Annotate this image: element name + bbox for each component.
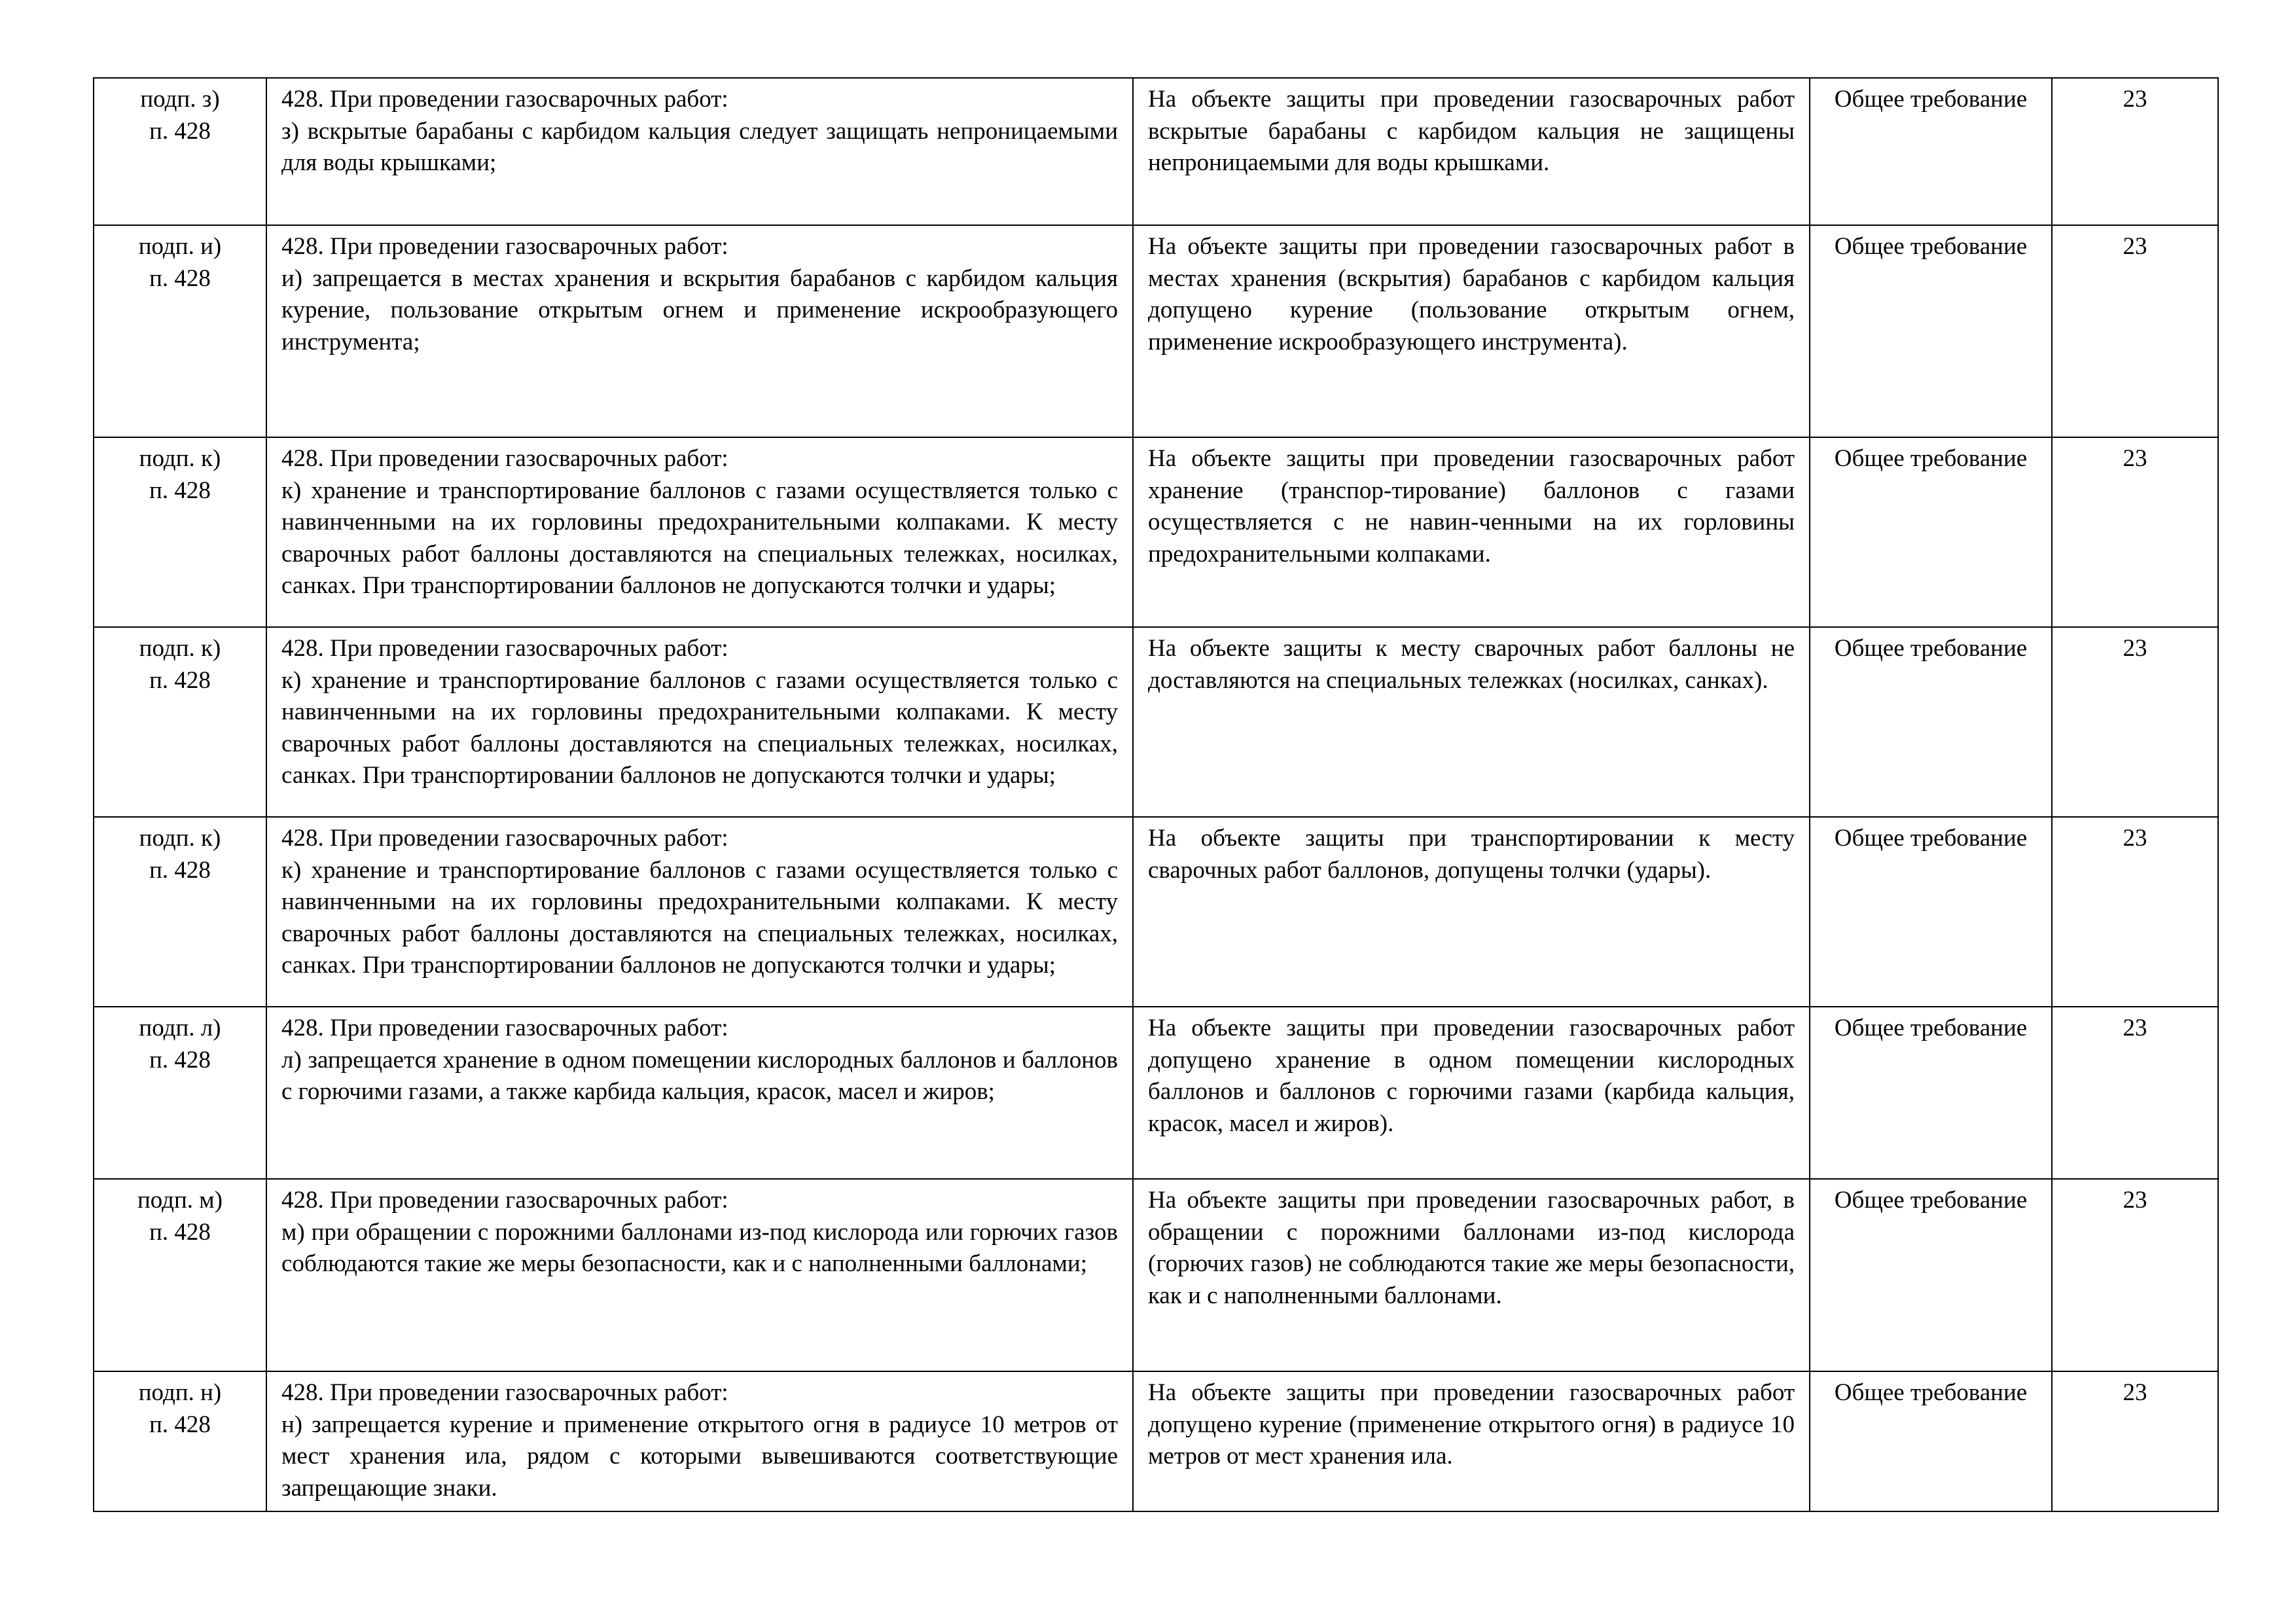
requirement-cell: 428. При проведении газосварочных работ: н) запрещается курение и применение открытого огня в радиусе 10 метров от мест хранения ила, рядом с которыми вывешиваются соответствующие запрещающие знаки. [266, 1371, 1133, 1511]
table-row [94, 1007, 2218, 1179]
violation-cell: На объекте защиты при проведении газосварочных работ, в обращении с порожними баллонами из-под кислорода (горючих газов) не соблюдаются такие же меры безопасности, как и с наполненными баллонами. [1133, 1179, 1810, 1371]
points-cell: 23 [2052, 627, 2218, 817]
violation-cell: На объекте защиты при проведении газосварочных работ хранение (транспор-тирование) баллонов с газами осуществляется с не навин-ченными на их горловины предохранительными колпаками. [1133, 437, 1810, 627]
reference-cell: подп. м) п. 428 [94, 1179, 266, 1371]
requirement-type-cell: Общее требование [1810, 78, 2052, 225]
requirement-type-cell: Общее требование [1810, 1371, 2052, 1511]
requirement-cell: 428. При проведении газосварочных работ: к) хранение и транспортирование баллонов с газами осуществляется только с навинченными на их горловины предохранительными колпаками. К месту сварочных работ баллоны доставляются на специальных тележках, носилках, санках. При транспортировании баллонов не допускаются толчки и удары; [266, 817, 1133, 1007]
points-cell: 23 [2052, 1007, 2218, 1179]
reference-cell: подп. к) п. 428 [94, 437, 266, 627]
requirement-type-cell: Общее требование [1810, 1007, 2052, 1179]
requirement-cell: 428. При проведении газосварочных работ: к) хранение и транспортирование баллонов с газами осуществляется только с навинченными на их горловины предохранительными колпаками. К месту сварочных работ баллоны доставляются на специальных тележках, носилках, санках. При транспортировании баллонов не допускаются толчки и удары; [266, 627, 1133, 817]
requirement-type-cell: Общее требование [1810, 627, 2052, 817]
table-row [94, 225, 2218, 437]
points-cell: 23 [2052, 225, 2218, 437]
points-cell: 23 [2052, 817, 2218, 1007]
requirement-type-cell: Общее требование [1810, 437, 2052, 627]
points-cell: 23 [2052, 78, 2218, 225]
reference-cell: подп. н) п. 428 [94, 1371, 266, 1511]
table-row [94, 627, 2218, 817]
table-row [94, 1371, 2218, 1511]
violation-cell: На объекте защиты при проведении газосварочных работ допущено курение (применение открытого огня) в радиусе 10 метров от мест хранения ила. [1133, 1371, 1810, 1511]
table-row [94, 78, 2218, 225]
violation-cell: На объекте защиты при проведении газосварочных работ в местах хранения (вскрытия) барабанов с карбидом кальция допущено курение (пользование открытым огнем, применение искрообразующего инструмента). [1133, 225, 1810, 437]
violation-cell: На объекте защиты при транспортировании к месту сварочных работ баллонов, допущены толчки (удары). [1133, 817, 1810, 1007]
table-row [94, 1179, 2218, 1371]
requirement-cell: 428. При проведении газосварочных работ: м) при обращении с порожними баллонами из-под кислорода или горючих газов соблюдаются такие же меры безопасности, как и с наполненными баллонами; [266, 1179, 1133, 1371]
requirement-cell: 428. При проведении газосварочных работ: к) хранение и транспортирование баллонов с газами осуществляется только с навинченными на их горловины предохранительными колпаками. К месту сварочных работ баллоны доставляются на специальных тележках, носилках, санках. При транспортировании баллонов не допускаются толчки и удары; [266, 437, 1133, 627]
violation-cell: На объекте защиты к месту сварочных работ баллоны не доставляются на специальных тележках (носилках, санках). [1133, 627, 1810, 817]
violation-cell: На объекте защиты при проведении газосварочных работ допущено хранение в одном помещении кислородных баллонов и баллонов с горючими газами (карбида кальция, красок, масел и жиров). [1133, 1007, 1810, 1179]
requirement-cell: 428. При проведении газосварочных работ: л) запрещается хранение в одном помещении кислородных баллонов и баллонов с горючими газами, а также карбида кальция, красок, масел и жиров; [266, 1007, 1133, 1179]
document-page [93, 77, 2217, 1512]
reference-cell: подп. к) п. 428 [94, 627, 266, 817]
reference-cell: подп. к) п. 428 [94, 817, 266, 1007]
reference-cell: подп. л) п. 428 [94, 1007, 266, 1179]
requirement-type-cell: Общее требование [1810, 225, 2052, 437]
points-cell: 23 [2052, 1371, 2218, 1511]
points-cell: 23 [2052, 1179, 2218, 1371]
requirement-type-cell: Общее требование [1810, 817, 2052, 1007]
reference-cell: подп. з) п. 428 [94, 78, 266, 225]
table-row [94, 437, 2218, 627]
points-cell: 23 [2052, 437, 2218, 627]
requirement-cell: 428. При проведении газосварочных работ: и) запрещается в местах хранения и вскрытия барабанов с карбидом кальция курение, пользование открытым огнем и применение искрообразующего инструмента; [266, 225, 1133, 437]
requirements-table [93, 77, 2219, 1512]
table-row [94, 817, 2218, 1007]
requirement-type-cell: Общее требование [1810, 1179, 2052, 1371]
violation-cell: На объекте защиты при проведении газосварочных работ вскрытые барабаны с карбидом кальция не защищены непроницаемыми для воды крышками. [1133, 78, 1810, 225]
reference-cell: подп. и) п. 428 [94, 225, 266, 437]
requirement-cell: 428. При проведении газосварочных работ: з) вскрытые барабаны с карбидом кальция следует защищать непроницаемыми для воды крышками; [266, 78, 1133, 225]
